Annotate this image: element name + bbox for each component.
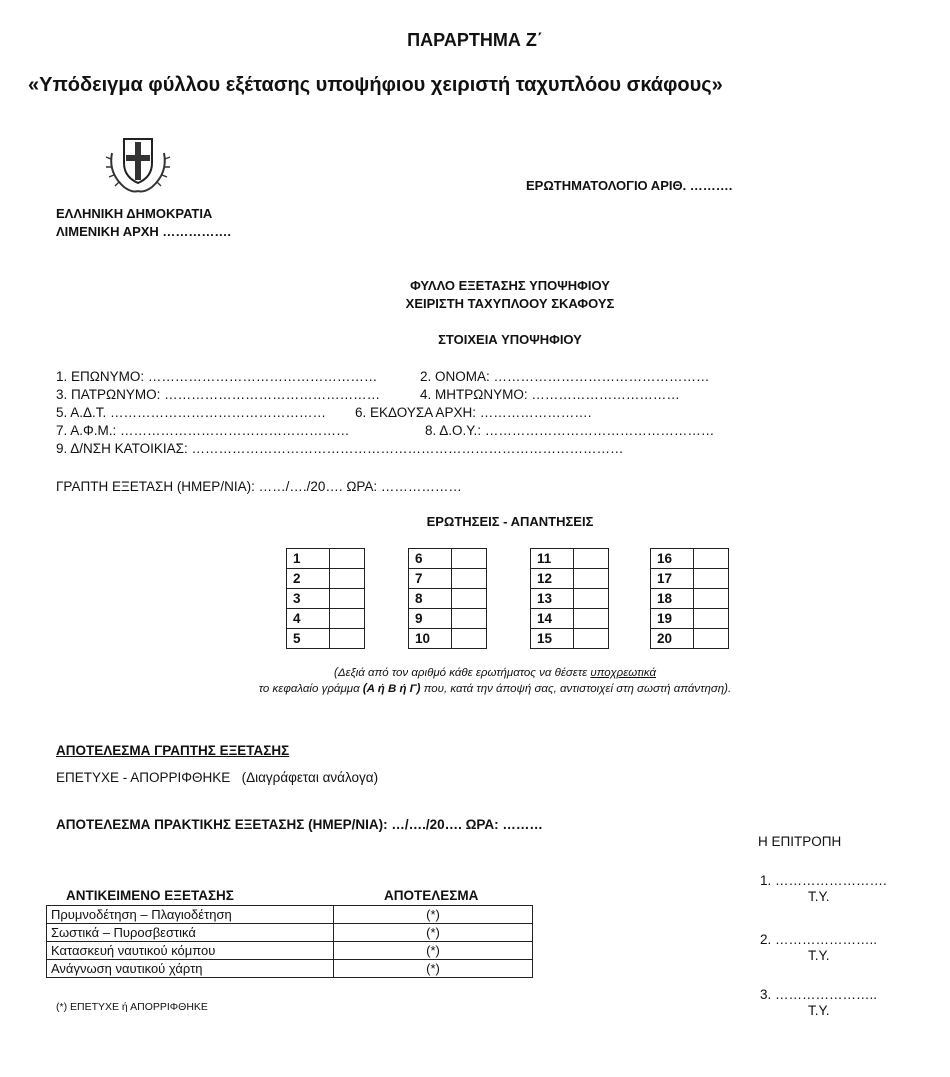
answer-cell[interactable] bbox=[694, 629, 729, 649]
table-row bbox=[47, 924, 533, 942]
coat-of-arms-icon bbox=[102, 133, 174, 195]
surname-field[interactable]: 1. ΕΠΩΝΥΜΟ: …………………………………………… bbox=[56, 369, 378, 384]
instructions-text: που, κατά την άποψή σας, αντιστοιχεί στη σωστή απάντηση). bbox=[420, 683, 732, 695]
instructions-line1 bbox=[150, 667, 840, 679]
answer-row bbox=[651, 629, 729, 649]
committee-member-2-signature: Τ.Υ. bbox=[808, 948, 830, 963]
answer-row bbox=[531, 569, 609, 589]
answer-grid-1-5 bbox=[286, 548, 365, 649]
result-cell[interactable]: (*) bbox=[334, 924, 533, 942]
answer-row bbox=[651, 609, 729, 629]
answer-row bbox=[409, 569, 487, 589]
table-row bbox=[47, 942, 533, 960]
committee-member-3-signature: Τ.Υ. bbox=[808, 1003, 830, 1018]
answer-cell[interactable] bbox=[330, 569, 365, 589]
instructions-line2 bbox=[150, 683, 840, 695]
answer-row bbox=[531, 609, 609, 629]
answer-cell[interactable] bbox=[452, 589, 487, 609]
answer-grid-11-15 bbox=[530, 548, 609, 649]
table-row bbox=[47, 906, 533, 924]
instructions-letters: (Α ή Β ή Γ) bbox=[362, 683, 421, 695]
practical-subjects-table bbox=[46, 905, 533, 978]
annex-title: ΠΑΡΑΡΤΗΜΑ Ζ΄ bbox=[407, 30, 543, 50]
written-result-note: (Διαγράφεται ανάλογα) bbox=[241, 770, 379, 785]
father-name-field[interactable]: 3. ΠΑΤΡΩΝΥΜΟ: ………………………………………… bbox=[56, 387, 381, 402]
answer-row bbox=[409, 609, 487, 629]
question-number: 9 bbox=[409, 609, 452, 629]
answer-cell[interactable] bbox=[574, 589, 609, 609]
question-number: 14 bbox=[531, 609, 574, 629]
answer-cell[interactable] bbox=[694, 549, 729, 569]
question-number: 4 bbox=[287, 609, 330, 629]
instructions-text: το κεφαλαίο γράμμα bbox=[258, 683, 363, 695]
answer-cell[interactable] bbox=[574, 629, 609, 649]
tax-number-field[interactable]: 7. Α.Φ.Μ.: …………………………………………… bbox=[56, 423, 350, 438]
answer-row bbox=[287, 609, 365, 629]
result-cell[interactable]: (*) bbox=[334, 906, 533, 924]
answer-cell[interactable] bbox=[694, 589, 729, 609]
table-row bbox=[47, 960, 533, 978]
question-number: 15 bbox=[531, 629, 574, 649]
name-field[interactable]: 2. ΟΝΟΜΑ: ………………………………………… bbox=[420, 369, 710, 384]
question-number: 20 bbox=[651, 629, 694, 649]
question-number: 3 bbox=[287, 589, 330, 609]
answer-row bbox=[287, 589, 365, 609]
footnote: (*) ΕΠΕΤΥΧΕ ή ΑΠΟΡΡΙΦΘΗΚΕ bbox=[56, 1001, 208, 1013]
tax-office-field[interactable]: 8. Δ.Ο.Υ.: …………………………………………… bbox=[425, 423, 715, 438]
questionnaire-number: ΕΡΩΤΗΜΑΤΟΛΟΓΙΟ ΑΡΙΘ. ………. bbox=[526, 178, 733, 193]
answer-row bbox=[409, 629, 487, 649]
committee-member-3-line[interactable]: 3. ………………….. bbox=[760, 987, 878, 1002]
answer-cell[interactable] bbox=[574, 569, 609, 589]
form-title-line2: ΧΕΙΡΙΣΤΗ ΤΑΧΥΠΛΟΟΥ ΣΚΑΦΟΥΣ bbox=[405, 296, 615, 311]
subject-cell: Πρυμνοδέτηση – Πλαγιοδέτηση bbox=[47, 906, 334, 924]
question-number: 13 bbox=[531, 589, 574, 609]
answer-row bbox=[531, 589, 609, 609]
id-card-field[interactable]: 5. Α.Δ.Τ. ………………………………………… bbox=[56, 405, 327, 420]
question-number: 2 bbox=[287, 569, 330, 589]
written-exam-date-line[interactable]: ΓΡΑΠΤΗ ΕΞΕΤΑΣΗ (ΗΜΕΡ/ΝΙΑ): ……/…./20…. ΩΡΑ: ……………… bbox=[56, 479, 462, 494]
answer-cell[interactable] bbox=[694, 569, 729, 589]
answer-row bbox=[409, 549, 487, 569]
answer-cell[interactable] bbox=[330, 629, 365, 649]
answer-cell[interactable] bbox=[330, 609, 365, 629]
answer-cell[interactable] bbox=[452, 549, 487, 569]
answer-row bbox=[287, 629, 365, 649]
answer-grid-16-20 bbox=[650, 548, 729, 649]
answer-cell[interactable] bbox=[574, 549, 609, 569]
answer-row bbox=[287, 549, 365, 569]
port-authority-label: ΛΙΜΕΝΙΚΗ ΑΡΧΗ ……………. bbox=[56, 224, 232, 239]
committee-heading: Η ΕΠΙΤΡΟΠΗ bbox=[758, 834, 842, 849]
mother-name-field[interactable]: 4. ΜΗΤΡΩΝΥΜΟ: …………………………… bbox=[420, 387, 680, 402]
written-result-options: ΕΠΕΤΥΧΕ - ΑΠΟΡΡΙΦΘΗΚΕ bbox=[56, 770, 231, 785]
answer-row bbox=[651, 549, 729, 569]
answer-cell[interactable] bbox=[694, 609, 729, 629]
answer-cell[interactable] bbox=[452, 609, 487, 629]
question-number: 17 bbox=[651, 569, 694, 589]
answer-row bbox=[409, 589, 487, 609]
question-number: 16 bbox=[651, 549, 694, 569]
written-result-line[interactable] bbox=[56, 770, 378, 785]
answer-cell[interactable] bbox=[574, 609, 609, 629]
answer-grid-6-10 bbox=[408, 548, 487, 649]
answer-cell[interactable] bbox=[452, 569, 487, 589]
committee-member-1-line[interactable]: 1. ……………………. bbox=[760, 873, 887, 888]
committee-member-1-signature: Τ.Υ. bbox=[808, 889, 830, 904]
document-subtitle: «Υπόδειγμα φύλλου εξέτασης υποψήφιου χειριστή ταχυπλόου σκάφους» bbox=[28, 74, 723, 96]
question-number: 7 bbox=[409, 569, 452, 589]
question-number: 10 bbox=[409, 629, 452, 649]
question-number: 11 bbox=[531, 549, 574, 569]
subject-cell: Σωστικά – Πυροσβεστικά bbox=[47, 924, 334, 942]
result-column-header: ΑΠΟΤΕΛΕΣΜΑ bbox=[384, 888, 479, 903]
candidate-details-heading: ΣΤΟΙΧΕΙΑ ΥΠΟΨΗΦΙΟΥ bbox=[438, 332, 582, 347]
result-cell[interactable]: (*) bbox=[334, 960, 533, 978]
answer-cell[interactable] bbox=[452, 629, 487, 649]
written-result-heading: ΑΠΟΤΕΛΕΣΜΑ ΓΡΑΠΤΗΣ ΕΞΕΤΑΣΗΣ bbox=[56, 743, 290, 758]
form-title-line1: ΦΥΛΛΟ ΕΞΕΤΑΣΗΣ ΥΠΟΨΗΦΙΟΥ bbox=[410, 278, 610, 293]
question-number: 1 bbox=[287, 549, 330, 569]
committee-member-2-line[interactable]: 2. ………………….. bbox=[760, 932, 878, 947]
question-number: 8 bbox=[409, 589, 452, 609]
answer-row bbox=[651, 569, 729, 589]
instructions-text: (Δεξιά από τον αριθμό κάθε ερωτήματος να θέσετε bbox=[334, 667, 591, 679]
question-number: 12 bbox=[531, 569, 574, 589]
subject-cell: Κατασκευή ναυτικού κόμπου bbox=[47, 942, 334, 960]
question-number: 5 bbox=[287, 629, 330, 649]
result-cell[interactable]: (*) bbox=[334, 942, 533, 960]
question-number: 18 bbox=[651, 589, 694, 609]
answer-cell[interactable] bbox=[330, 589, 365, 609]
answer-cell[interactable] bbox=[330, 549, 365, 569]
instructions-emphasis: υποχρεωτικά bbox=[590, 667, 656, 679]
answer-row bbox=[651, 589, 729, 609]
subject-column-header: ΑΝΤΙΚΕΙΜΕΝΟ ΕΞΕΤΑΣΗΣ bbox=[66, 888, 234, 903]
qa-heading: ΕΡΩΤΗΣΕΙΣ - ΑΠΑΝΤΗΣΕΙΣ bbox=[426, 514, 594, 529]
address-field[interactable]: 9. Δ/ΝΣΗ ΚΑΤΟΙΚΙΑΣ: …………………………………………………………………………………… bbox=[56, 441, 624, 456]
republic-label: ΕΛΛΗΝΙΚΗ ΔΗΜΟΚΡΑΤΙΑ bbox=[56, 206, 213, 221]
question-number: 6 bbox=[409, 549, 452, 569]
answer-row bbox=[531, 549, 609, 569]
answer-row bbox=[531, 629, 609, 649]
practical-result-line[interactable]: ΑΠΟΤΕΛΕΣΜΑ ΠΡΑΚΤΙΚΗΣ ΕΞΕΤΑΣΗΣ (ΗΜΕΡ/ΝΙΑ): …/…./20…. ΩΡΑ: ……… bbox=[56, 817, 543, 832]
issuing-authority-field[interactable]: 6. ΕΚΔΟΥΣΑ ΑΡΧΗ: ……………………. bbox=[355, 405, 592, 420]
question-number: 19 bbox=[651, 609, 694, 629]
answer-row bbox=[287, 569, 365, 589]
subject-cell: Ανάγνωση ναυτικού χάρτη bbox=[47, 960, 334, 978]
